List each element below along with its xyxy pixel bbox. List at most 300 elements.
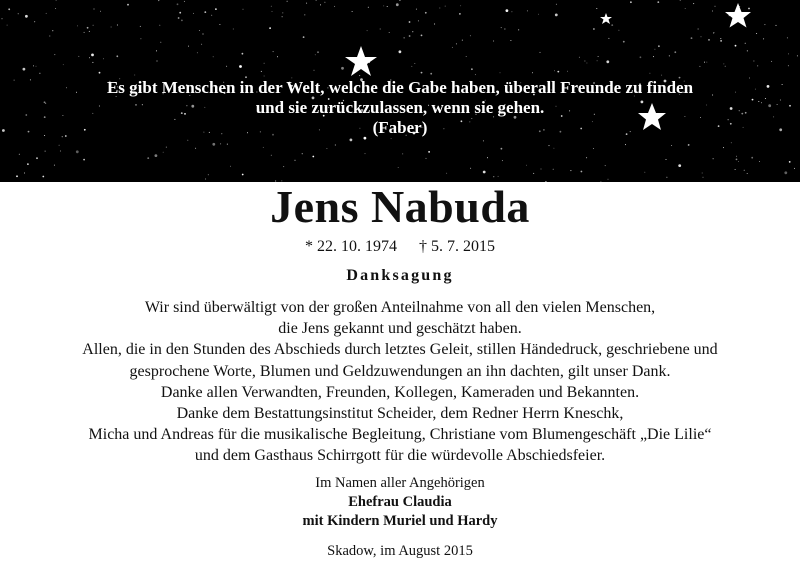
star-dot [117, 25, 118, 26]
star-dot [127, 4, 129, 6]
star-dot [215, 8, 217, 10]
star-dot [500, 72, 501, 73]
star-dot [213, 56, 214, 57]
star-dot [556, 4, 557, 5]
star-dot [193, 13, 194, 14]
star-dot [195, 148, 196, 149]
star-dot [324, 2, 325, 3]
star-dot [630, 1, 632, 3]
star-dot [380, 29, 381, 30]
star-dot [396, 3, 399, 6]
star-dot [295, 160, 296, 161]
star-dot [83, 159, 85, 161]
star-dot [179, 12, 181, 14]
quote-line: und sie zurückzulassen, wenn sie gehen. [255, 98, 545, 117]
star-dot [205, 179, 206, 180]
star-dot [91, 54, 94, 57]
star-dot [421, 72, 423, 74]
star-dot [493, 176, 494, 177]
star-dot [203, 34, 204, 35]
star-dot [2, 18, 3, 19]
star-dot [784, 171, 787, 174]
star-dot [326, 148, 327, 149]
starry-sky-banner [0, 0, 800, 182]
star-dot [89, 57, 90, 58]
star-dot [416, 9, 417, 10]
star-dot [54, 54, 55, 55]
star-dot [532, 72, 533, 73]
star-dot [36, 157, 38, 159]
star-dot [748, 8, 750, 10]
star-dot [731, 142, 732, 143]
star-dot [273, 51, 274, 52]
star-dot [33, 65, 34, 66]
notice-body [0, 182, 800, 579]
quote-line: Es gibt Menschen in der Welt, welche die Gabe haben, überall Freunde zu finden [106, 78, 694, 97]
star-dot [797, 55, 798, 56]
star-dot [466, 56, 467, 57]
star-dot [557, 71, 559, 73]
star-dot [487, 157, 488, 158]
star-dot [788, 65, 789, 66]
star-dot [735, 45, 737, 47]
star-dot [18, 13, 19, 14]
star-dot [596, 8, 597, 9]
star-dot [199, 30, 200, 31]
star-dot [227, 144, 228, 145]
star-dot [282, 16, 283, 17]
place-and-date: Skadow, im August 2015 [327, 543, 473, 559]
star-dot [657, 1, 659, 3]
star-dot [157, 61, 158, 62]
star-dot [59, 145, 60, 146]
star-dot [611, 24, 613, 26]
star-dot [178, 17, 180, 19]
star-dot [187, 140, 188, 141]
star-dot [383, 5, 384, 6]
star-dot [618, 30, 619, 31]
star-dot [36, 66, 37, 67]
star-dot [538, 14, 539, 15]
star-dot [412, 31, 413, 32]
star-dot [658, 45, 660, 47]
star-dot [42, 176, 44, 178]
star-dot [24, 173, 25, 174]
star-dot [553, 148, 554, 149]
star-dot [698, 29, 699, 30]
star-dot [426, 158, 427, 159]
star-dot [640, 56, 642, 58]
star-dot [306, 3, 307, 4]
star-dot [688, 144, 689, 145]
star-dot [303, 36, 305, 38]
star-dot [794, 168, 795, 169]
star-dot [685, 8, 686, 9]
star-dot [140, 26, 141, 27]
star-dot [76, 150, 79, 153]
star-dot [763, 38, 764, 39]
big-star-icon [345, 46, 377, 76]
star-dot [282, 12, 283, 13]
star-dot [140, 38, 141, 39]
star-dot [398, 167, 399, 168]
text-line: Danke dem Bestattungsinstitut Scheider, dem Redner Herrn Kneschk, [176, 405, 624, 423]
star-dot [399, 0, 401, 1]
star-dot [434, 24, 435, 25]
star-dot [103, 58, 104, 59]
star-dot [584, 61, 585, 62]
star-dot [16, 175, 18, 177]
star-dot [764, 24, 765, 25]
star-dot [776, 25, 777, 26]
star-dot [713, 32, 714, 33]
star-dot [674, 51, 676, 53]
star-dot [77, 25, 78, 26]
star-dot [421, 35, 423, 37]
star-dot [608, 38, 609, 39]
star-dot [579, 57, 580, 58]
star-dot [671, 145, 672, 146]
star-dot [317, 51, 319, 53]
star-dot [414, 63, 415, 64]
star-dot [502, 160, 503, 161]
star-dot [555, 14, 558, 17]
star-dot [598, 56, 599, 57]
star-dot [34, 21, 35, 22]
star-dot [653, 56, 654, 57]
star-dot [771, 61, 772, 62]
birth-date: * 22. 10. 1974 [305, 238, 397, 255]
star-dot [45, 151, 46, 152]
star-dot [87, 27, 89, 29]
star-dot [84, 32, 85, 33]
text-line: Micha und Andreas für die musikalische Begleitung, Christiane vom Blumengeschäft „Die Lilie“ [88, 426, 712, 444]
star-dot [759, 161, 760, 162]
star-dot [242, 174, 244, 176]
star-dot [212, 143, 215, 146]
star-dot [736, 159, 738, 161]
star-dot [147, 157, 149, 159]
star-dot [738, 161, 739, 162]
star-dot [462, 40, 463, 41]
star-dot [680, 0, 681, 1]
star-dot [184, 1, 185, 2]
star-dot [243, 9, 244, 10]
signature-children: mit Kindern Muriel und Hardy [302, 513, 498, 529]
star-dot [54, 165, 55, 166]
life-dates [0, 237, 800, 257]
star-dot [713, 158, 714, 159]
star-dot [181, 20, 183, 22]
star-dot [649, 73, 650, 74]
star-dot [593, 28, 595, 30]
star-dot [506, 9, 509, 12]
star-dot [94, 9, 95, 10]
star-dot [56, 0, 57, 1]
star-dot [483, 140, 484, 141]
star-dot [787, 37, 788, 38]
star-dot [365, 153, 366, 154]
star-dot [501, 27, 502, 28]
star-dot [751, 157, 753, 159]
star-dot [78, 56, 79, 57]
star-dot [510, 40, 511, 41]
star-dot [399, 50, 402, 53]
star-dot [368, 7, 369, 8]
star-dot [159, 25, 160, 26]
star-dot [446, 173, 447, 174]
star-dot [715, 6, 716, 7]
star-dot [518, 29, 519, 30]
star-dot [735, 169, 736, 170]
star-dot [470, 35, 471, 36]
star-dot [391, 138, 392, 139]
star-dot [402, 153, 403, 154]
star-dot [304, 14, 305, 15]
star-dot [93, 25, 94, 26]
star-dot [757, 65, 758, 66]
star-dot [352, 11, 353, 12]
star-dot [52, 30, 53, 31]
star-dot [666, 159, 667, 160]
star-dot [581, 171, 583, 173]
star-dot [263, 147, 264, 148]
star-dot [428, 151, 430, 153]
star-dot [261, 71, 262, 72]
star-dot [527, 10, 528, 11]
star-dot [788, 53, 789, 54]
star-dot [654, 49, 655, 50]
star-dot [163, 152, 164, 153]
star-dot [341, 67, 344, 70]
star-dot [302, 153, 303, 154]
star-dot [409, 35, 411, 37]
star-dot [723, 63, 724, 64]
star-dot [23, 68, 26, 71]
star-dot [625, 144, 626, 145]
star-dot [666, 177, 667, 178]
star-dot [747, 173, 748, 174]
star-dot [702, 173, 703, 174]
star-dot [230, 166, 231, 167]
star-dot [706, 62, 707, 63]
star-dot [277, 56, 278, 57]
star-dot [272, 11, 273, 12]
star-dot [89, 31, 90, 32]
star-dot [197, 52, 198, 53]
star-dot [498, 176, 499, 177]
star-dot [701, 36, 702, 37]
star-dot [55, 8, 56, 9]
star-dot [720, 40, 722, 42]
star-dot [160, 42, 161, 43]
star-dot [359, 75, 360, 76]
star-dot [271, 6, 272, 7]
text-line: die Jens gekannt und geschätzt haben. [278, 320, 522, 338]
star-dot [597, 60, 598, 61]
star-dot [226, 66, 227, 67]
star-dot [704, 62, 705, 63]
star-dot [747, 50, 748, 51]
star-dot [425, 12, 427, 14]
star-dot [271, 155, 272, 156]
star-dot [554, 70, 555, 71]
notice-heading: Danksagung [346, 267, 454, 284]
star-dot [92, 62, 93, 63]
star-dot [188, 46, 189, 47]
star-dot [699, 66, 700, 67]
star-dot [25, 15, 28, 18]
star-dot [744, 170, 745, 171]
star-dot [483, 171, 486, 174]
text-line: gesprochene Worte, Blumen und Geldzuwendungen an ihn dachten, gilt unser Dank. [129, 362, 671, 380]
star-dot [111, 27, 112, 28]
star-dot [753, 61, 754, 62]
star-dot [99, 72, 101, 74]
star-dot [605, 165, 606, 166]
star-dot [470, 168, 471, 169]
star-dot [242, 53, 244, 55]
star-dot [703, 177, 704, 178]
deceased-name: Jens Nabuda [270, 181, 530, 232]
star-dot [789, 161, 791, 163]
star-dot [452, 47, 453, 48]
star-dot [409, 21, 411, 23]
signature-block [0, 474, 800, 531]
star-dot [606, 60, 609, 63]
star-dot [526, 165, 527, 166]
star-dot [553, 169, 554, 170]
star-dot [445, 6, 446, 7]
star-dot [430, 73, 432, 75]
star-dot [570, 170, 571, 171]
star-dot [8, 8, 10, 10]
small-star-icon [600, 13, 612, 24]
star-dot [320, 4, 321, 5]
text-line: Danke allen Verwandten, Freunden, Kollegen, Kameraden und Bekannten. [160, 383, 640, 401]
text-line: und dem Gasthaus Schirrgott für die würdevolle Abschiedsfeier. [194, 447, 606, 465]
star-dot [541, 169, 542, 170]
thank-you-text [0, 297, 800, 467]
star-dot [335, 145, 336, 146]
star-dot [504, 29, 505, 30]
star-dot [586, 157, 587, 158]
text-line: Allen, die in den Stunden des Abschieds durch letztes Geleit, stillen Händedruck, geschriebene und [82, 341, 718, 359]
star-dot [387, 6, 388, 7]
star-dot [269, 27, 271, 29]
star-dot [540, 52, 541, 53]
signature-spouse: Ehefrau Claudia [348, 494, 452, 510]
star-dot [239, 65, 242, 68]
star-dot [460, 5, 461, 6]
star-dot [511, 11, 512, 12]
star-dot [204, 11, 206, 13]
star-dot [501, 148, 503, 150]
star-dot [49, 36, 50, 37]
star-dot [158, 0, 159, 1]
star-dot [334, 6, 335, 7]
star-dot [712, 11, 713, 12]
star-dot [418, 20, 419, 21]
star-dot [723, 147, 724, 148]
signature-intro: Im Namen aller Angehörigen [315, 475, 485, 491]
star-dot [593, 148, 594, 149]
star-dot [19, 154, 20, 155]
star-dot [220, 143, 221, 144]
star-dot [644, 172, 645, 173]
star-dot [389, 32, 390, 33]
star-dot [116, 55, 118, 57]
death-date: † 5. 7. 2015 [419, 238, 495, 255]
star-dot [350, 139, 353, 142]
star-dot [493, 41, 494, 42]
star-dot [233, 29, 234, 30]
star-dot [608, 179, 609, 180]
star-dot [312, 156, 314, 158]
star-dot [745, 43, 746, 44]
star-dot [669, 55, 670, 56]
star-dot [155, 154, 158, 157]
star-dot [439, 8, 440, 9]
quote-author: (Faber) [372, 118, 428, 137]
star-dot [208, 174, 209, 175]
star-dot [314, 70, 315, 71]
star-dot [287, 1, 288, 2]
quote-block [0, 78, 800, 138]
star-dot [459, 13, 461, 15]
star-dot [63, 64, 64, 65]
star-dot [27, 163, 29, 165]
star-dot [156, 50, 157, 51]
star-dot [39, 73, 40, 74]
star-dot [756, 33, 757, 34]
star-dot [691, 37, 693, 39]
star-dot [264, 76, 265, 77]
star-dot [219, 24, 220, 25]
star-dot [533, 173, 534, 174]
star-dot [100, 11, 101, 12]
star-dot [316, 0, 317, 1]
star-dot [166, 147, 167, 148]
star-dot [367, 30, 368, 31]
star-dot [134, 75, 135, 76]
star-dot [7, 25, 8, 26]
star-dot [549, 145, 550, 146]
star-dot [283, 166, 284, 167]
star-dot [471, 68, 473, 70]
star-dot [661, 75, 662, 76]
star-dot [411, 66, 412, 67]
star-dot [177, 3, 179, 5]
star-dot [693, 3, 694, 4]
star-dot [586, 63, 587, 64]
star-dot [720, 38, 721, 39]
star-dot [567, 71, 568, 72]
star-dot [264, 63, 265, 64]
star-dot [708, 39, 710, 41]
star-dot [623, 41, 625, 43]
star-dot [60, 151, 61, 152]
text-line: Wir sind überwältigt von der großen Anteilnahme von all den vielen Menschen, [144, 299, 656, 316]
star-dot [678, 164, 681, 167]
star-dot [46, 13, 47, 14]
star-dot [456, 43, 457, 44]
star-dot [315, 54, 316, 55]
star-dot [725, 66, 726, 67]
star-dot [736, 156, 737, 157]
star-dot [475, 74, 476, 75]
star-dot [211, 15, 212, 16]
